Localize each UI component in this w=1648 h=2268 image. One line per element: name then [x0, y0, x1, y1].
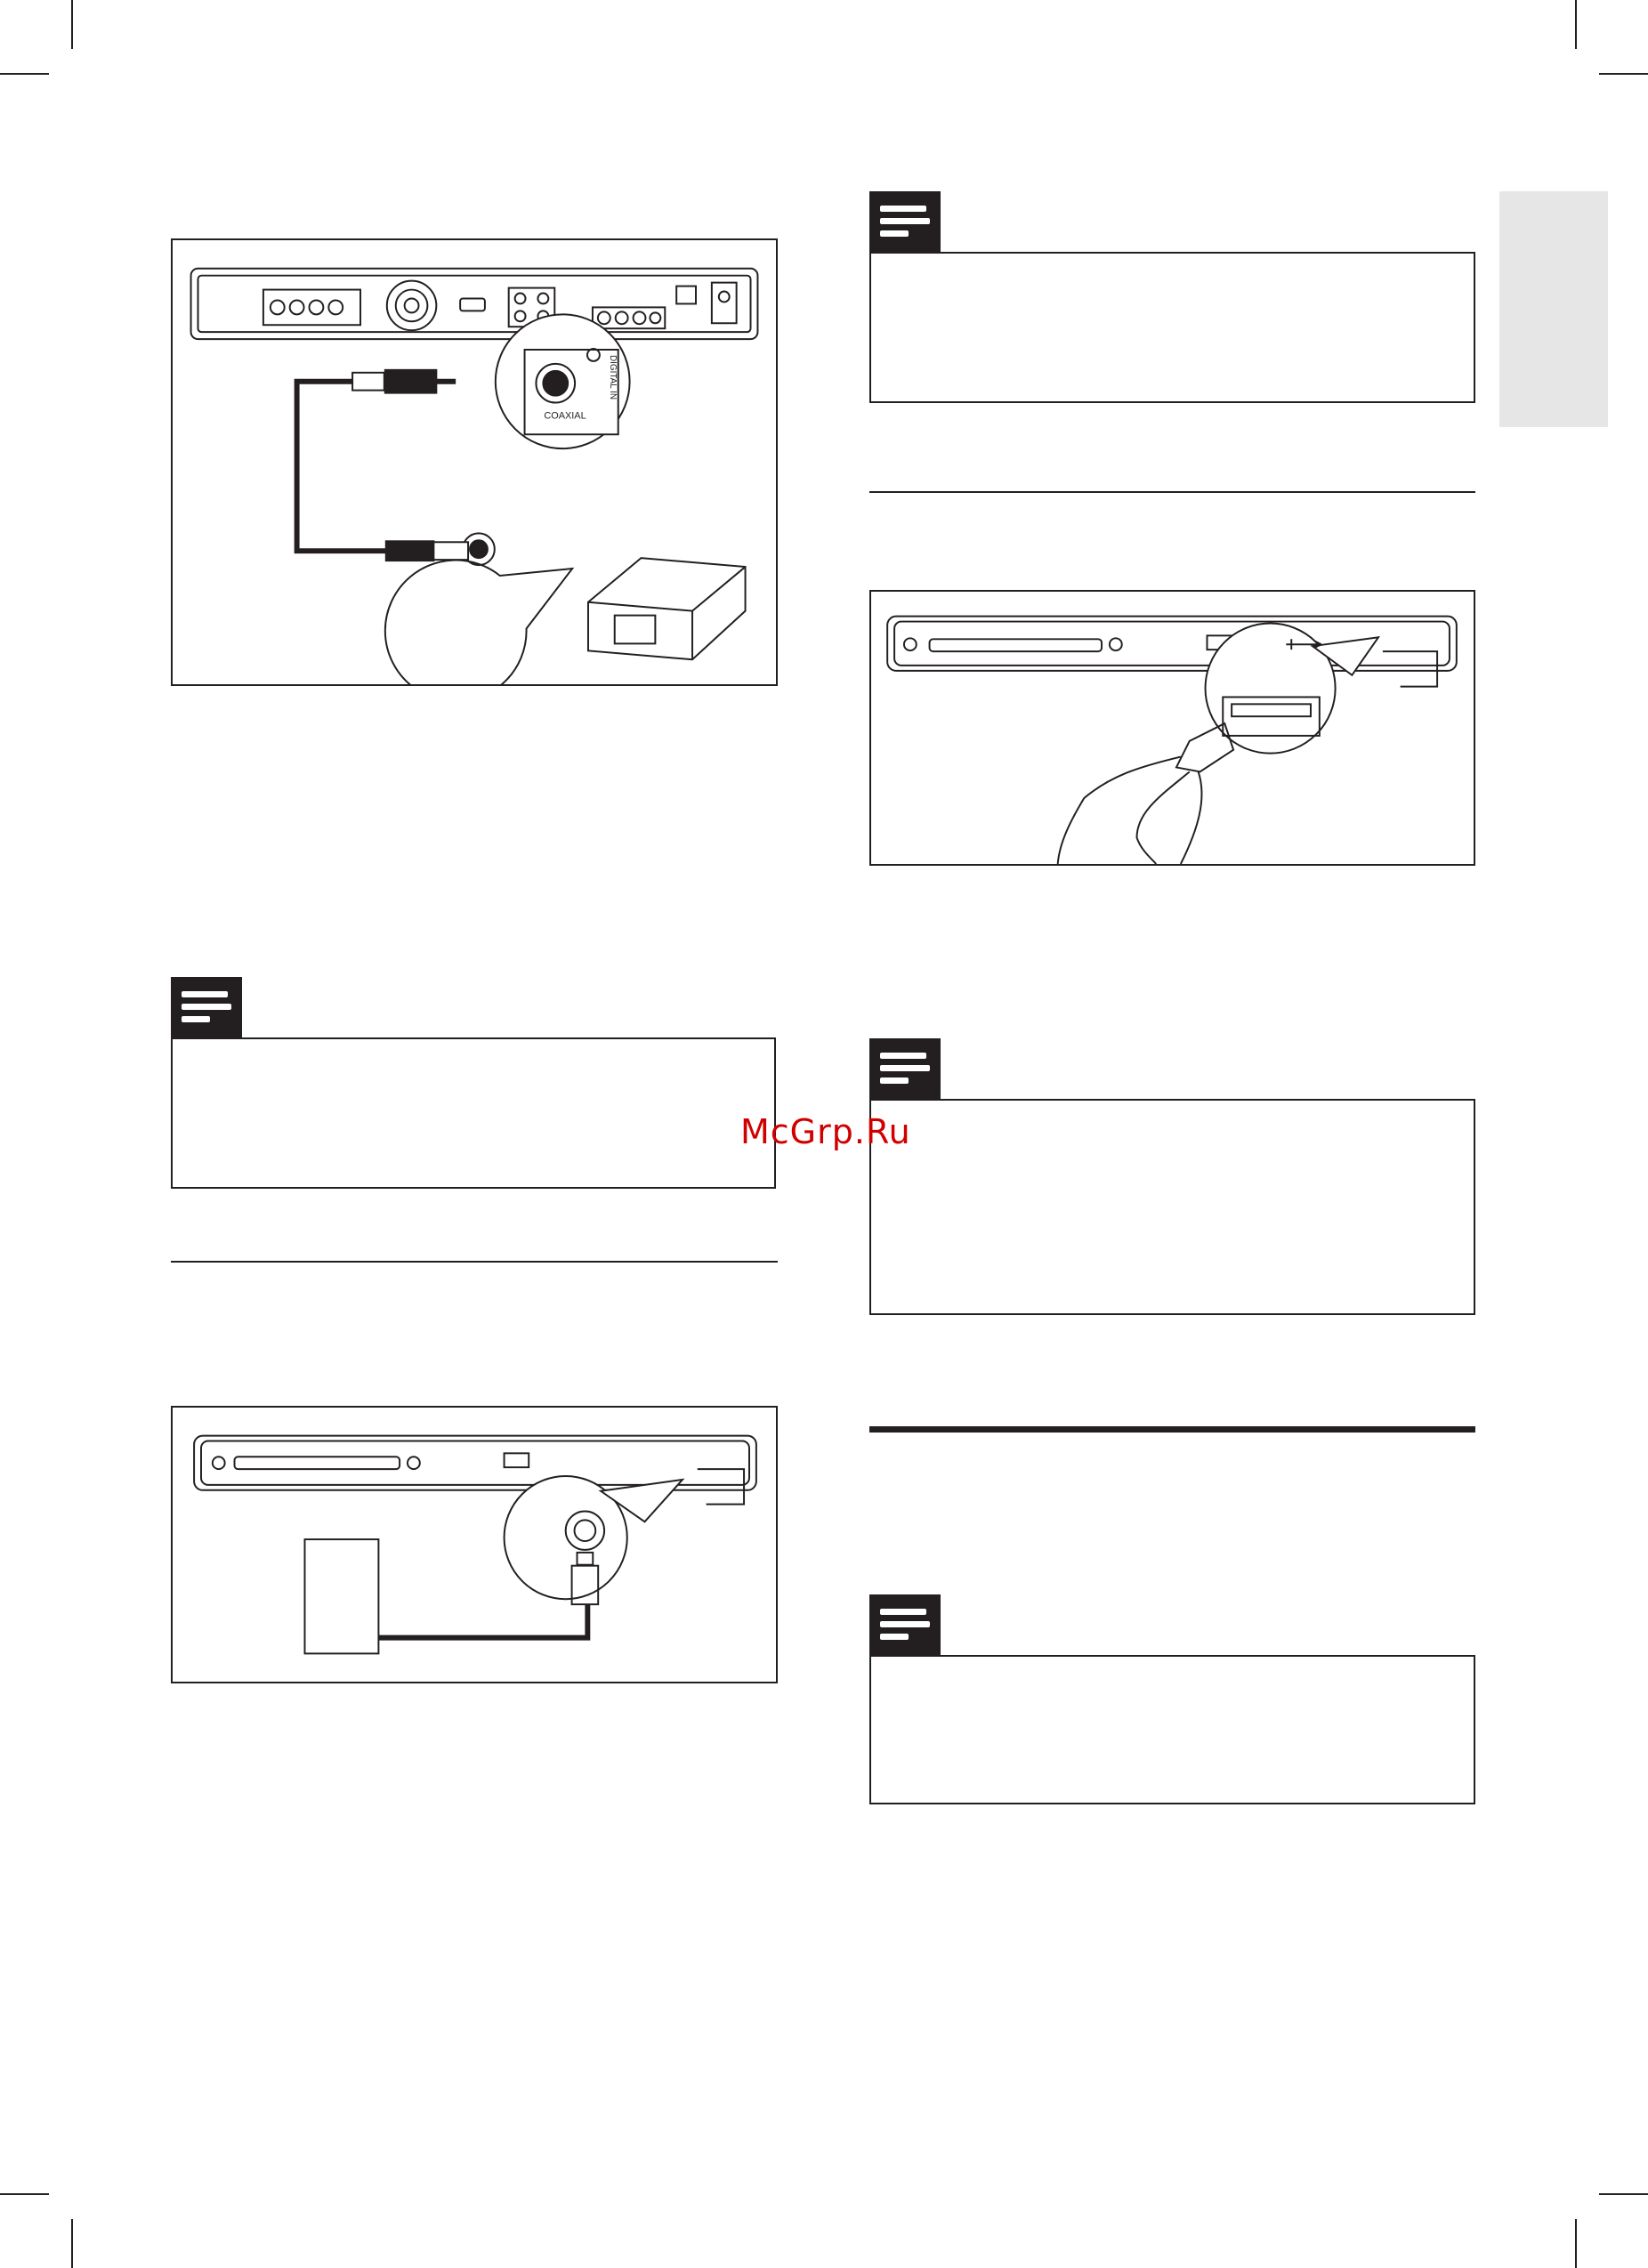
- note-icon: [869, 1038, 941, 1101]
- coaxial-connection-diagram: [173, 240, 776, 684]
- note-icon: [171, 977, 242, 1039]
- antenna-connection-diagram: [173, 1408, 776, 1682]
- crop-mark: [1575, 0, 1577, 49]
- note-box: [869, 252, 1475, 403]
- note-box: [171, 1037, 776, 1189]
- crop-mark: [71, 2219, 73, 2268]
- note-box: [869, 1099, 1475, 1315]
- language-side-tab: [1499, 191, 1608, 427]
- crop-mark: [0, 73, 49, 75]
- coaxial-jack-label: COAXIAL: [544, 410, 586, 422]
- watermark: McGrp.Ru: [740, 1112, 911, 1151]
- crop-mark: [0, 2193, 49, 2195]
- coaxial-connection-figure: [171, 238, 778, 686]
- crop-mark: [1599, 73, 1648, 75]
- usb-connection-figure: [869, 590, 1475, 866]
- section-rule: [171, 1261, 778, 1263]
- section-rule: [869, 491, 1475, 493]
- note-icon: [869, 191, 941, 254]
- note-icon: [869, 1594, 941, 1657]
- note-box: [869, 1655, 1475, 1804]
- usb-connection-diagram: [871, 592, 1474, 864]
- crop-mark: [71, 0, 73, 49]
- section-heading-rule: [869, 1426, 1475, 1433]
- antenna-connection-figure: [171, 1406, 778, 1683]
- crop-mark: [1575, 2219, 1577, 2268]
- digital-in-label: DIGITAL IN: [607, 354, 618, 400]
- crop-mark: [1599, 2193, 1648, 2195]
